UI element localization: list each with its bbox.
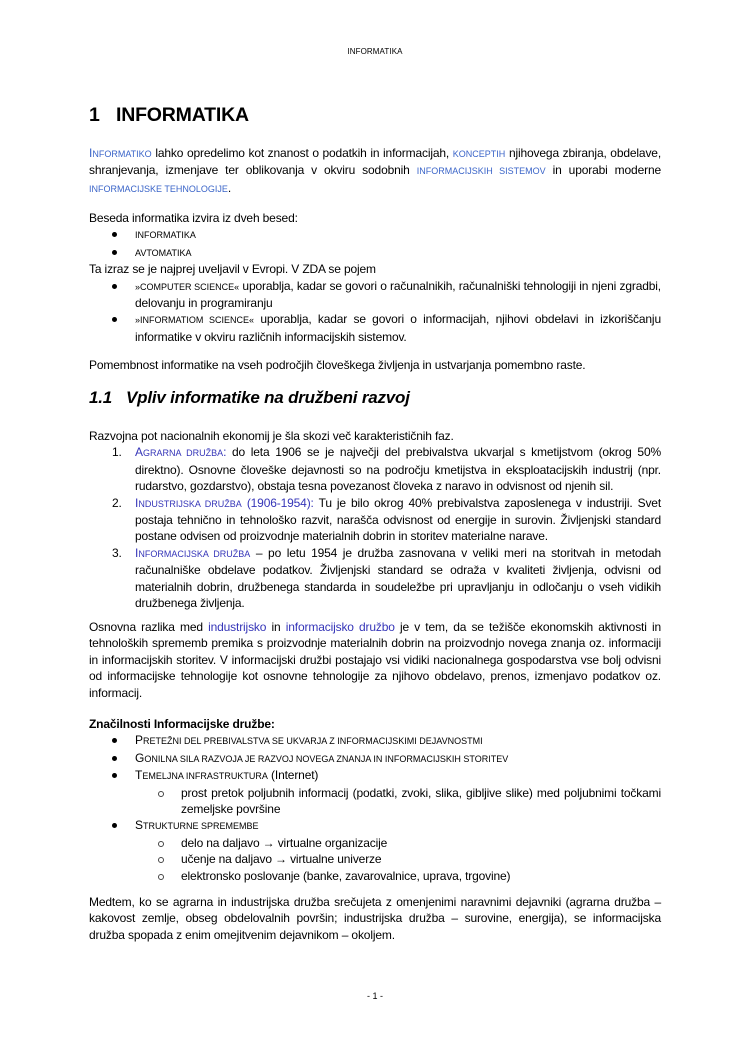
heading-1-title: INFORMATIKA bbox=[116, 104, 249, 126]
heading-2 bbox=[89, 388, 410, 408]
running-header: INFORMATIKA bbox=[347, 47, 403, 56]
sub-list-item: elektronsko poslovanje (banke, zavarovalnice, uprava, trgovine) bbox=[89, 868, 661, 884]
heading-1 bbox=[89, 104, 249, 127]
list-item: 1. AGRARNA DRUŽBA: do leta 1906 se je največji del prebivalstva ukvarjal s kmetijstvom (okrog 50% direktno). Osnovne človeške dejavnosti so na področju kmetijstva in eksploatacijskih industrij (npr. rudarstvo, gozdarstvo), obstaja tesna povezanost človeka z naravo in odvisnost od njenih sil. bbox=[112, 445, 661, 494]
list-item: STRUKTURNE SPREMEMBE delo na daljavo → virtualne organizacije učenje na daljavo → virtualne univerze elektronsko poslovanje (banke, zavarovalnice, uprava, trgovine) bbox=[89, 817, 661, 884]
origin-lead: Beseda informatika izvira iz dveh besed: bbox=[89, 211, 298, 225]
list-item: PRETEŽNI DEL PREBIVALSTVA SE UKVARJA Z INFORMACIJSKIMI DEJAVNOSTMI bbox=[89, 732, 661, 749]
link-informacijsko-druzbo[interactable]: informacijsko družbo bbox=[285, 620, 395, 634]
term-informacijske-tehnologije: INFORMACIJSKE TEHNOLOGIJE bbox=[89, 183, 228, 194]
heading-1-number: 1 bbox=[89, 104, 100, 126]
term-industrijska-druzba: INDUSTRIJSKA DRUŽBA bbox=[135, 495, 242, 510]
closing-paragraph: Medtem, ko se agrarna in industrijska družba srečujeta z omenjenimi naravnimi dejavniki (agrarna družba – kakovost zemlje, obseg obdelovalnih površin; industrijska družba – surovine, energija), se informacijska družba spopada z enim omejitvenim dejavnikom – okoljem. bbox=[89, 895, 661, 942]
list-item: 3. INFORMACIJSKA DRUŽBA – po letu 1954 je družba zasnovana v veliki meri na storitvah in metodah računalniške obdelave podatkov. Življenjski standard se odraža v kvaliteti življenja, odvisni od materialnih dobrin, družbenega standarda in soudeležbe pri upravljanju in odločanju o vseh vidikih družbenega življenja. bbox=[112, 545, 661, 611]
usa-lead: Ta izraz se je najprej uveljavil v Evropi. V ZDA se pojem bbox=[89, 262, 376, 277]
origin-section bbox=[89, 210, 661, 345]
term-informatiko: INFORMATIKO bbox=[89, 146, 152, 160]
origin-word-list bbox=[89, 226, 661, 261]
difference-paragraph: Osnovna razlika med industrijsko in informacijsko družbo je v tem, da se težišče ekonomskih aktivnosti in tehnoloških sprememb premika s proizvodnje materialnih dobrin na proizvodnjo novega znanja oz. informaciji in informacijskih storitev. V informacijski družbi postajajo vsi vidiki nacionalnega gospodarstva vse bolj odvisni od informacijske tehnologije kot osnovne tehnologije za njihovo obdelavo, prenos, izmenjavo podatkov oz. informacij. bbox=[89, 620, 661, 700]
usa-term-list bbox=[89, 278, 661, 346]
features-section bbox=[89, 716, 661, 884]
importance-paragraph: Pomembnost informatike na vseh področjih človeškega življenja in ustvarjanja pomembno raste. bbox=[89, 358, 586, 372]
sub-list-item: prost pretok poljubnih informacij (podatki, zvoki, slika, gibljive slike) med poljubnimi točkami zemeljske površine bbox=[89, 785, 661, 818]
sub-list-item: učenje na daljavo → virtualne univerze bbox=[89, 851, 661, 867]
list-item: GONILNA SILA RAZVOJA JE RAZVOJ NOVEGA ZNANJA IN INFORMACIJSKIH STORITEV bbox=[89, 750, 661, 767]
list-item: TEMELJNA INFRASTRUKTURA (Internet) prost pretok poljubnih informacij (podatki, zvoki, slika, gibljive slike) med poljubnimi točkami zemeljske površine bbox=[89, 767, 661, 817]
page-number: - 1 - bbox=[366, 991, 383, 1001]
heading-2-number: 1.1 bbox=[89, 388, 113, 407]
sub-list bbox=[89, 835, 661, 884]
list-item: 2. INDUSTRIJSKA DRUŽBA (1906-1954): Tu je bilo okrog 40% prebivalstva zaposlenega v industriji. Svet postaja tehnično in tehnološko razvit, narašča odvisnost od energije in surovin. Življenjski standard postane odvisen od proizvodnje materialnih dobrin in storitev materialne narave. bbox=[112, 495, 661, 544]
term-konceptih: KONCEPTIH bbox=[452, 149, 506, 159]
sub-list bbox=[89, 785, 661, 818]
features-heading: Značilnosti Informacijske družbe: bbox=[89, 717, 275, 731]
term-informacijska-druzba: INFORMACIJSKA DRUŽBA bbox=[135, 545, 251, 560]
list-item: INFORMATIKA bbox=[89, 226, 661, 243]
list-item: »INFORMATIOM SCIENCE« uporablja, kadar se govori o informacijah, njihovi obdelavi in izkoriščanju informatike v okviru različnih informacijskih sistemov. bbox=[89, 311, 661, 345]
list-item: AVTOMATIKA bbox=[89, 244, 661, 261]
link-industrijsko[interactable]: industrijsko bbox=[208, 620, 267, 634]
phases-section bbox=[89, 428, 661, 611]
list-item: »COMPUTER SCIENCE« uporablja, kadar se govori o računalnikih, računalniški tehnologiji in njeni zgradbi, delovanju in programiranju bbox=[89, 278, 661, 312]
term-informacijskih-sistemov: INFORMACIJSKIH SISTEMOV bbox=[416, 166, 546, 177]
phases-list bbox=[89, 444, 661, 611]
features-list bbox=[89, 732, 661, 884]
intro-paragraph: INFORMATIKO lahko opredelimo kot znanost o podatkih in informacijah, KONCEPTIH njihovega zbiranja, obdelave, shranjevanja, izmenjave ter oblikovanja v okviru sodobnih INFORMACIJSKIH SISTEMOV in uporabi moderne INFORMACIJSKE TEHNOLOGIJE. bbox=[89, 146, 662, 195]
phases-lead: Razvojna pot nacionalnih ekonomij je šla skozi več karakterističnih faz. bbox=[89, 429, 454, 443]
sub-list-item: delo na daljavo → virtualne organizacije bbox=[89, 835, 661, 851]
heading-2-title: Vpliv informatike na družbeni razvoj bbox=[126, 388, 410, 407]
term-agrarna-druzba: AGRARNA DRUŽBA bbox=[135, 445, 224, 460]
